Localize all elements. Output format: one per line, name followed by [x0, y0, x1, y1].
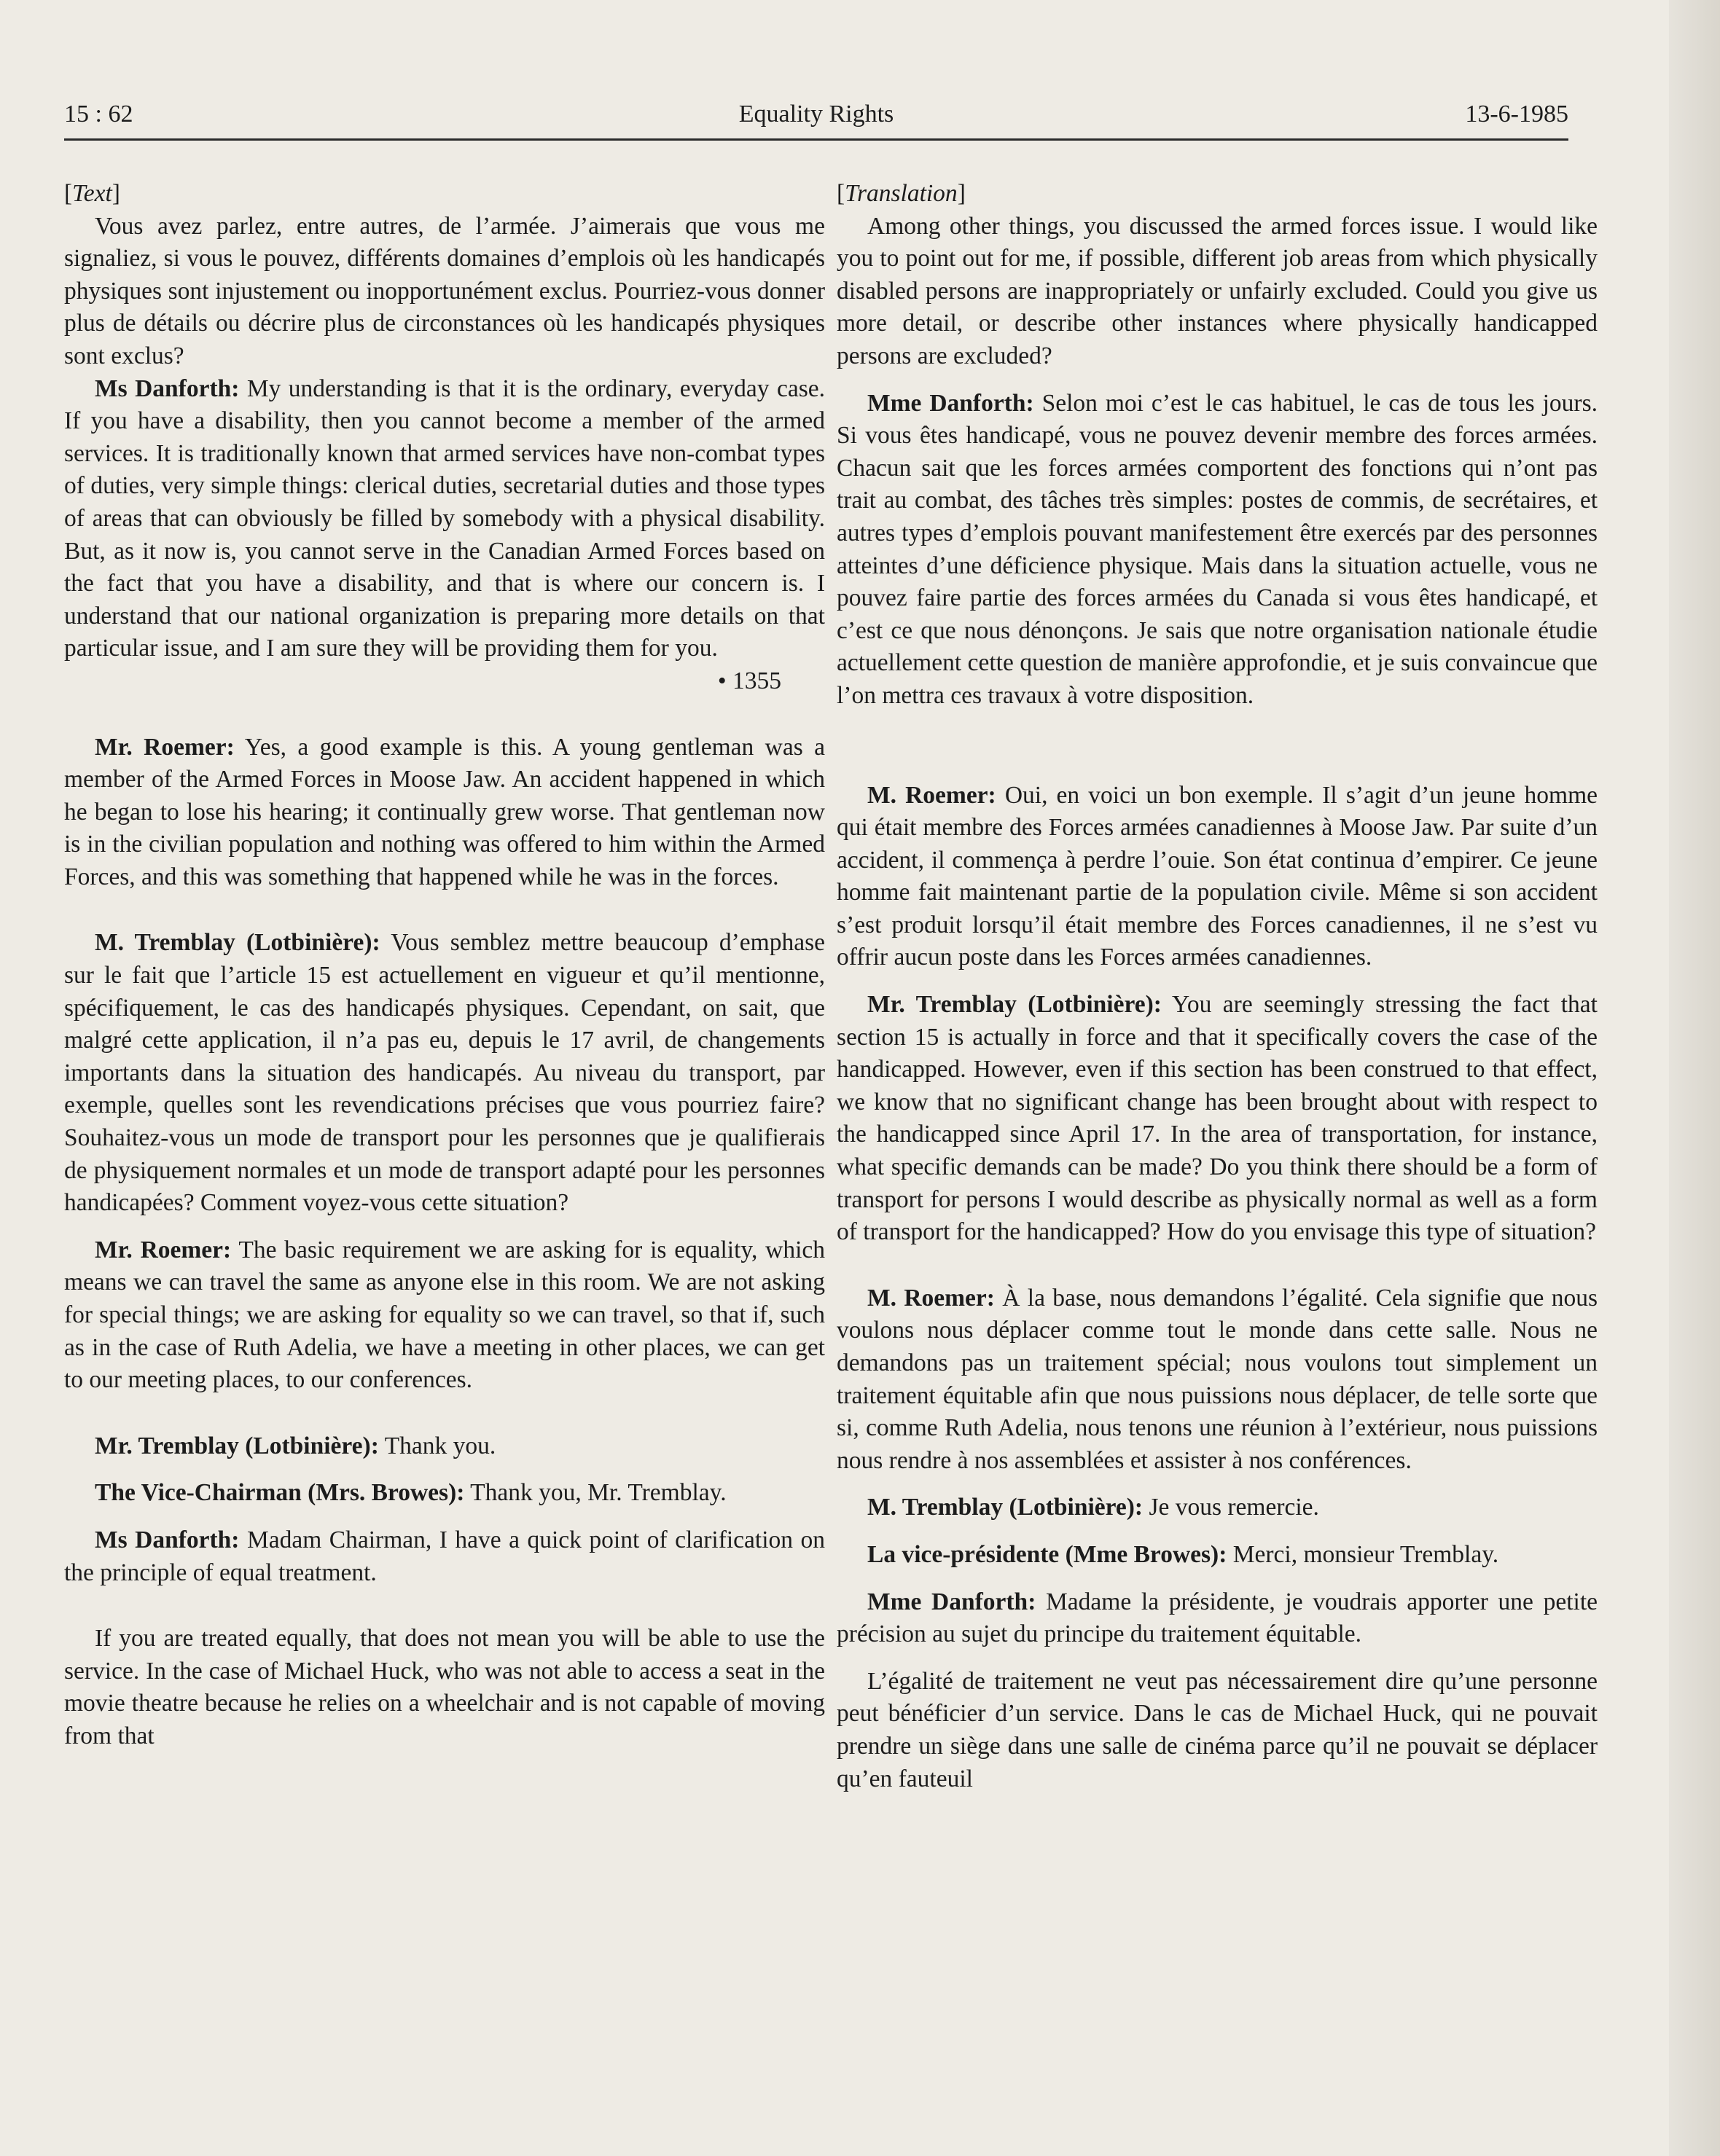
spacer: [837, 373, 1598, 388]
paragraph: Ms Danforth: My understanding is that it is the ordinary, everyday case. If you have a disability, then you cannot become a member of the armed services. It is traditionally known that armed services have non-combat types of duties, very simple things: clerical duties, secretarial duties and those types of areas that can obviously be filled by somebody with a physical disability. But, as it now is, you cannot serve in the Canadian Armed Forces based on the fact that you have a disability, and that is where our concern is. I understand that our national organization is preparing more details on that particular issue, and I am sure they will be providing them for you.: [64, 375, 826, 662]
spacer: [837, 1524, 1598, 1539]
paragraph: Mr. Tremblay (Lotbinière): Thank you.: [95, 1432, 496, 1459]
spacer: [837, 713, 1598, 746]
page-edge-shadow: [1669, 0, 1720, 2156]
paragraph: The Vice-Chairman (Mrs. Browes): Thank you, Mr. Tremblay.: [95, 1479, 727, 1507]
paragraph: M. Tremblay (Lotbinière): Vous semblez mettre beaucoup d’emphase sur le fait que l’article 15 est actuellement en vigueur et qu’il mentionne, spécifiquement, le cas des handicapés physiques. Cependant, on sait, que malgré cette application, il n’a pas eu, depuis le 17 avril, de changements importants dans la situation des handicapés. Au niveau du transport, par exemple, quelles sont les revendications précises que vous pourriez faire? Souhaitez-vous un mode de transport pour les personnes que je qualifierais de physiquement normales et un mode de transport adapté pour les personnes handicapées? Comment voyez-vous cette situation?: [64, 929, 826, 1217]
paragraph: Mme Danforth: Madame la présidente, je voudrais apporter une petite précision au sujet du principe du traitement équitable.: [837, 1588, 1598, 1648]
spacer: [64, 1397, 825, 1430]
paragraph: M. Roemer: À la base, nous demandons l’égalité. Cela signifie que nous voulons nous déplacer comme tout le monde dans cette salle. Nous ne demandons pas un traitement spécial; nous voulons tout simplement un traitement équitable afin que nous puissions nous déplacer, de telle sorte que si, comme Ruth Adelia, nous tenons une réunion à l’extérieur, nous puissions nous rendre à nos assemblées et assister à nos conférences.: [837, 1284, 1598, 1474]
paragraph: Vous avez parlez, entre autres, de l’armée. J’aimerais que vous me signaliez, si vous le pouvez, différents domaines d’emplois où les handicapés physiques sont injustement ou inopportunément exclus. Pourriez-vous donner plus de détails ou décrire plus de circonstances où les handicapés physiques sont exclus?: [64, 212, 825, 369]
spacer: [64, 893, 825, 927]
spacer: [837, 974, 1598, 989]
spacer: [64, 698, 825, 732]
speaker-name: Mr. Roemer:: [95, 1236, 232, 1263]
speaker-name: M. Roemer:: [867, 1284, 995, 1312]
spacer: [64, 1220, 825, 1234]
speaker-name: The Vice-Chairman (Mrs. Browes):: [95, 1479, 465, 1507]
speaker-name: M. Tremblay (Lotbinière):: [867, 1494, 1144, 1521]
paragraph: L’égalité de traitement ne veut pas nécessairement dire qu’une personne peut bénéficier d’un service. Dans le cas de Michael Huck, qui ne pouvait prendre un siège dans une salle de cinéma parce qu’il ne pouvait se déplacer qu’en fauteuil: [837, 1667, 1598, 1792]
spacer: [837, 1477, 1598, 1491]
speaker-name: La vice-présidente (Mme Browes):: [867, 1540, 1227, 1568]
paragraph: Mr. Roemer: Yes, a good example is this. A young gentleman was a member of the Armed Forces in Moose Jaw. An accident happened in which he began to lose his hearing; it continually grew worse. That gentleman now is in the civilian population and nothing was offered to him within the Armed Forces, and this was something that happened while he was in the forces.: [64, 733, 825, 890]
speaker-name: Mme Danforth:: [867, 389, 1034, 417]
speaker-name: M. Roemer:: [867, 781, 996, 809]
spacer: [64, 1510, 825, 1524]
left-column: [64, 178, 825, 1753]
speaker-name: Ms Danforth:: [95, 1526, 240, 1553]
column-tag: [Text]: [64, 180, 120, 207]
spacer: [837, 746, 1598, 780]
paragraph: Mr. Roemer: The basic requirement we are asking for is equality, which means we can travel the same as anyone else in this room. We are not asking for special things; we are asking for equality so we can travel, so that if, such as in the case of Ruth Adelia, we have a meeting in other places, we can get to our meeting places, to our conferences.: [64, 1236, 825, 1394]
spacer: [837, 1651, 1598, 1666]
speaker-name: Mr. Roemer:: [95, 733, 235, 761]
timestamp: • 1355: [717, 667, 781, 694]
speaker-name: Ms Danforth:: [95, 375, 240, 402]
document-title: Equality Rights: [738, 101, 894, 128]
paragraph: If you are treated equally, that does not mean you will be able to use the service. In the case of Michael Huck, who was not able to access a seat in the movie theatre because he relies on a wheelchair and is not capable of moving from that: [64, 1625, 825, 1749]
document-date: 13-6-1985: [1465, 101, 1568, 128]
column-tag: [Translation]: [837, 180, 966, 207]
spacer: [837, 1572, 1598, 1586]
spacer: [64, 1462, 825, 1477]
right-column: [837, 178, 1598, 1795]
page-header: [64, 93, 1568, 141]
speaker-name: Mme Danforth:: [867, 1588, 1036, 1615]
paragraph: Ms Danforth: Madam Chairman, I have a quick point of clarification on the principle of equal treatment.: [64, 1526, 826, 1586]
page-number: 15 : 62: [64, 101, 133, 128]
paragraph: Among other things, you discussed the armed forces issue. I would like you to point out for me, if possible, different job areas from which physically disabled persons are inappropriately or unfairly excluded. Could you give us more detail, or describe other instances where physically handicapped persons are excluded?: [837, 212, 1598, 369]
paragraph: Mr. Tremblay (Lotbinière): You are seemingly stressing the fact that section 15 is actually in force and that it specifically covers the case of the handicapped. However, even if this section has been construed to that effect, we know that no significant change has been brought about with respect to the handicapped since April 17. In the area of transportation, for instance, what specific demands can be made? Do you think there should be a form of transport for persons I would describe as physically normal as well as a form of transport for the handicapped? How do you envisage this type of situation?: [837, 991, 1598, 1246]
speaker-name: M. Tremblay (Lotbinière):: [95, 929, 380, 957]
paragraph: La vice-présidente (Mme Browes): Merci, monsieur Tremblay.: [867, 1540, 1499, 1568]
paragraph: M. Tremblay (Lotbinière): Je vous remercie.: [867, 1494, 1319, 1521]
spacer: [837, 1249, 1598, 1282]
spacer: [64, 1589, 825, 1623]
paragraph: Mme Danforth: Selon moi c’est le cas habituel, le cas de tous les jours. Si vous êtes handicapé, vous ne pouvez devenir membre des forces armées. Chacun sait que les forces armées comportent des fonctions qui n’ont pas trait au combat, des tâches très simples: postes de commis, de secrétaires, et autres types d’emplois pouvant manifestement être exercés par des personnes atteintes d’une déficience physique. Mais dans la situation actuelle, vous ne pouvez faire partie des forces armées du Canada si vous êtes handicapé, et c’est ce que nous dénonçons. Je sais que notre organisation nationale étudie actuellement cette question de manière approfondie, et je suis convaincue que l’on mettra ces travaux à votre disposition.: [837, 389, 1598, 709]
speaker-name: Mr. Tremblay (Lotbinière):: [867, 991, 1162, 1019]
speaker-name: Mr. Tremblay (Lotbinière):: [95, 1432, 379, 1459]
paragraph: M. Roemer: Oui, en voici un bon exemple. Il s’agit d’un jeune homme qui était membre des Forces armées canadiennes à Moose Jaw. Par suite d’un accident, il commença à perdre l’ouie. Son état continua d’empirer. Ce jeune homme fait maintenant partie de la population civile. Même si son accident s’est produit lorsqu’il était membre des Forces canadiennes, il ne s’est vu offrir aucun poste dans les Forces armées canadiennes.: [837, 781, 1598, 971]
